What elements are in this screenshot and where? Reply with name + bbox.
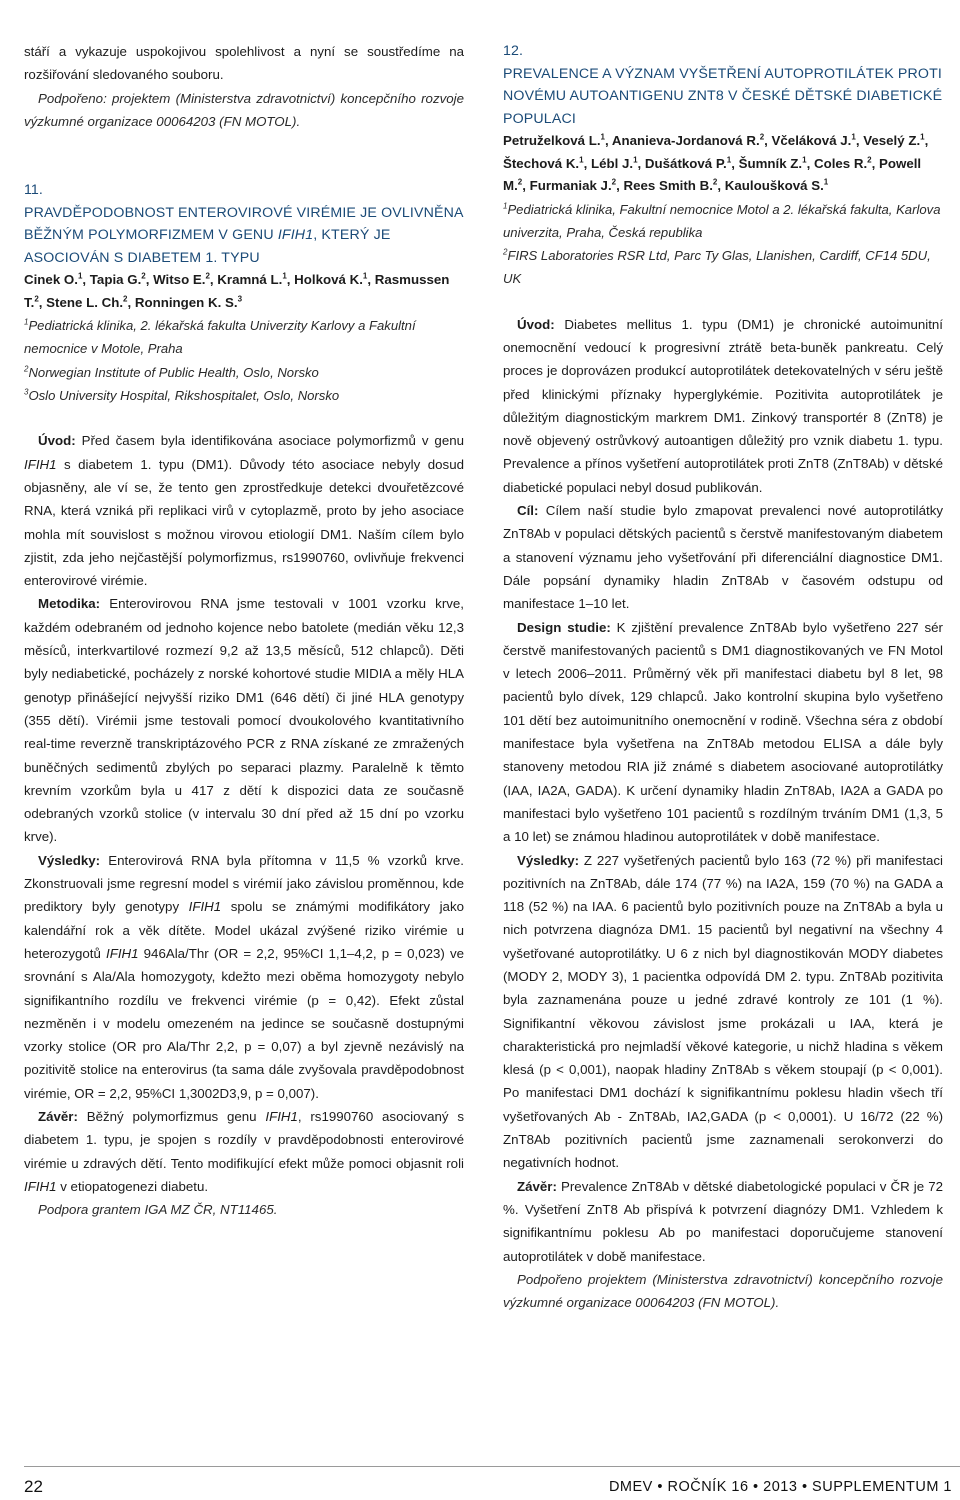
author-affiliation-mark: 2 — [712, 177, 718, 187]
support-note: Podpořeno projektem (Ministerstva zdravotnictví) koncepčního rozvoje výzkumné organizace 00064203 (FN MOTOL). — [503, 1271, 943, 1311]
author-name: , Včeláková J. — [764, 133, 852, 148]
footer-divider — [24, 1466, 960, 1467]
author-affiliation-mark: 2 — [611, 177, 617, 187]
abstract-number: 12. — [503, 43, 524, 59]
author-affiliation-mark: 1 — [726, 155, 732, 165]
intro-support-note: Podpořeno: projektem (Ministerstva zdravotnictví) koncepčního rozvoje výzkumné organizace 00064203 (FN MOTOL). — [24, 90, 464, 129]
section-vysledky: Výsledky: Z 227 vyšetřených pacientů bylo 163 (72 %) při manifestaci pozitivních na ZnT8Ab, dále 174 (77 %) na IA2A, 159 (70 %) na GADA a 118 (52 %) na IAA. 6 pacientů bylo pozitivních pouze na ZnT8Ab a byla u nich potvrzena diagnóza DM1. 15 pacientů byl negativní na všechny 4 vyšetřované autoprotilátky. U 6 z nich byl diagnostikován MODY diabetes (MODY 2, MODY 3), 1 pacientka odpovídá DM 2. typu. ZnT8Ab pozitivita byla zaznamenána pouze u jedné zdravé kontroly ze 101 (1 %). Signifikantní věkovou závislost jsme prokázali u IAA, která je charakteristická pro nejmladší věkové kategorie, u nichž hladina s věkem klesá (p < 0,001), naopak hladiny ZnT8Ab s věkem stoupají (p < 0,001). Po manifestaci DM1 dochází k signifikantnímu poklesu hladin všech tří vyšetřovaných Ab - ZnT8Ab, IA2,GADA (p < 0,0001). U 16/72 (22 %) ZnT8Ab pozitivních pacientů jsme zaznamenali serokonverzi do negativních hodnot. — [503, 852, 943, 1171]
section-metodika: Metodika: Enterovirovou RNA jsme testovali v 1001 vzorku krve, každém odebraném od jednoho kojence nebo batolete (medián věku 12,3 měsíců, interkvartilové rozmezí 9,2 až 13,5 měsíců, 512 chlapců). Děti byly nediabetické, pocházely z norské kohortové studie MIDIA a měly HLA genotyp přinášející nejvyšší riziko DM1 (646 dětí) či jiné HLA genotypy (355 dětí). Virémii jsme testovali pomocí dvoukolového kvantitativního real-time reverzně transkriptázového PCR z RNA získané ze zmražených buněčných sedimentů zbylých po separaci plazmy. Paralelně k těmto krevním vzorkům byla u 417 z dětí k dispozici data ze současně odebraných vzorků stolice (v intervalu 30 dní před až 15 dní po vzorku krve). — [24, 596, 464, 845]
author-name: , Witso E. — [145, 272, 206, 288]
author-name: , Coles R. — [806, 155, 868, 171]
affiliation-line: $^1$Pediatrická klinika, 2. lékařská fakulta Univerzity Karlovy a Fakultní nemocnice v Motole, Praha — [24, 317, 416, 357]
author-name: , Kramná L. — [209, 272, 283, 288]
page-number: 22 — [24, 1477, 43, 1496]
author-name: , Ronningen K. S. — [127, 294, 238, 310]
author-name: , Powell M. — [503, 155, 922, 193]
abstract-affiliations — [503, 198, 943, 291]
abstract-11 — [24, 179, 464, 1221]
author-affiliation-mark: 2 — [205, 271, 210, 281]
author-affiliation-mark: 1 — [823, 177, 829, 187]
affiliation-line: $^2$Norwegian Institute of Public Health, Oslo, Norsko — [24, 364, 319, 380]
affiliation-line: $^3$Oslo University Hospital, Rikshospitalet, Oslo, Norsko — [24, 387, 340, 404]
author-affiliation-mark: 1 — [600, 132, 605, 142]
author-name: , Furmaniak J. — [522, 178, 612, 193]
author-affiliation-mark: 1 — [77, 271, 83, 281]
author-affiliation-mark: 1 — [633, 155, 638, 165]
section-cil: Cíl: Cílem naší studie bylo zmapovat prevalenci nové autoprotilátky ZnT8Ab v populaci dětských pacientů s čerstvě manifestovaným diabetem a stanovení významu jeho vyšetřování při diferenciální diagnostice DM1. Dále popsání dynamiky hladin ZnT8Ab v časovém odstupu od manifestace 1–10 let. — [503, 503, 943, 612]
abstract-title: PREVALENCE A VÝZNAM VYŠETŘENÍ AUTOPROTILÁTEK PROTI NOVÉMU AUTOANTIGENU ZNT8 V ČESKÉ DĚTSKÉ DIABETICKÉ POPULACI — [503, 65, 943, 127]
abstract-number: 11. — [24, 182, 43, 199]
author-name: , Veselý Z. — [855, 133, 921, 148]
affiliation-line: $^1$Pediatrická klinika, Fakultní nemocnice Motol a 2. lékařská fakulta, Karlova univerzita, Praha, Česká republika — [503, 201, 941, 240]
author-name: , Lébl J. — [583, 155, 634, 171]
author-affiliation-mark: 1 — [920, 132, 925, 142]
abstract-title: PRAVDĚPODOBNOST ENTEROVIROVÉ VIRÉMIE JE OVLIVNĚNA BĚŽNÝM POLYMORFIZMEM V GENU IFIH1, KTERÝ JE ASOCIOVÁN S DIABETEM 1. TYPU — [24, 204, 463, 266]
section-zaver: Závěr: Prevalence ZnT8Ab v dětské diabetologické populaci v ČR je 72 %. Vyšetření ZnT8 Ab přispívá k potvrzení diagnózy DM1. Vzhledem k signifikantnímu poklesu Ab po manifestaci doporučujeme stanovení autoprotilátek v době manifestace. — [503, 1178, 943, 1264]
author-name: , Rees Smith B. — [616, 178, 713, 193]
author-name: , Tapia G. — [82, 272, 142, 288]
author-affiliation-mark: 2 — [34, 294, 39, 304]
intro-tail-text: stáří a vykazuje uspokojivou spolehlivost a nyní se soustředíme na rozšiřování sledovaného souboru. — [24, 44, 464, 83]
section-vysledky: Výsledky: Enterovirová RNA byla přítomna v 11,5 % vzorků krve. Zkonstruovali jsme regresní model s virémií jako závislou proměnnou, kde prediktory byly genotypy IFIH1 spolu se známými modifikátory jako kalendářní rok a věk dítěte. Model ukázal zvýšené riziko virémie u heterozygotů IFIH1 946Ala/Thr (OR = 2,2, 95%CI 1,1–4,2, p = 0,023) ve srovnání s Ala/Ala homozygoty, kdežto mezi oběma homozygoty nebylo signifikantního rozdílu ve frekvenci virémie (p = 0,42). Efekt zůstal nezměněn i v modelu omezeném na jedince se současně dostupnými vzorky stolice (OR pro Ala/Thr 2,2, p = 0,07) a byl zjevně nezávislý na pozitivitě stolice na enterovirus (ta sama dále zvyšovala pravděpodobnost virémie, OR = 2,2, 95%CI 1,3002D3,9, p = 0,007). — [24, 852, 464, 1101]
author-affiliation-mark: 2 — [867, 155, 872, 165]
author-affiliation-mark: 2 — [759, 132, 765, 142]
author-affiliation-mark: 2 — [141, 271, 146, 281]
author-affiliation-mark: 1 — [362, 271, 368, 281]
section-uvod: Úvod: Diabetes mellitus 1. typu (DM1) je chronické autoimunitní onemocnění vedoucí k progresivní ztrátě beta-buněk pankreatu. Celý proces je doprovázen produkcí autoprotilátek detekovatelných v séru ještě před klinickými příznaky hyperglykémie. Pozitivita autoprotilátek je důležitým diagnostickým markrem DM1. Zinkový transportér 8 (ZnT8) je nově objevený ostrůvkový autoantigen důležitý pro vznik diabetu 1. typu. Prevalence a přínos vyšetření autoprotilátek proti ZnT8 (ZnT8Ab) v dětské diabetické populaci nebyl dosud publikován. — [503, 316, 943, 495]
author-affiliation-mark: 2 — [517, 177, 523, 187]
author-name: , Šumník Z. — [731, 155, 803, 171]
abstract-authors — [24, 269, 464, 314]
grant-note: Podpora grantem IGA MZ ČR, NT11465. — [38, 1202, 278, 1218]
author-affiliation-mark: 1 — [282, 271, 287, 281]
author-name: , Rasmussen T. — [24, 272, 450, 310]
abstract-authors — [503, 130, 943, 198]
author-affiliation-mark: 1 — [802, 155, 807, 165]
section-uvod: Úvod: Před časem byla identifikována asociace polymorfizmů v genu IFIH1 s diabetem 1. typu (DM1). Důvody této asociace nebyly dosud objasněny, ale ví se, že tento gen zprostředkuje detekci dvouřetězcové RNA, která vzniká při replikaci virů v cytoplazmě, proto by jeho asociace mohla mít souvislost s možnou virovou etiologií DM1. Naším cílem bylo zjistit, zda jeho nejčastější polymorfizmus, rs1990760, ovlivňuje frekvenci enterovirové virémie. — [24, 433, 464, 589]
author-name: Petruželková L. — [503, 133, 601, 148]
author-name: , Holková K. — [286, 272, 363, 288]
journal-footer: DMEV • ROČNÍK 16 • 2013 • SUPPLEMENTUM 1 — [608, 1479, 952, 1495]
author-affiliation-mark: 2 — [123, 294, 128, 304]
affiliation-line: $^2$FIRS Laboratories RSR Ltd, Parc Ty Glas, Llanishen, Cardiff, CF14 5DU, UK — [503, 247, 931, 287]
author-name: , Kauloušková S. — [717, 178, 824, 193]
section-design: Design studie: K zjištění prevalence ZnT8Ab bylo vyšetřeno 227 sér čerstvě manifestovaných pacientů s DM1 diagnostikovaných ve FN Motol v letech 2006–2011. Průměrný věk při manifestaci diabetu byl 8 let, 98 pacientů bylo dívek, 129 chlapců. Jako kontrolní skupina bylo vyšetřeno 101 dětí bez autoimunitního onemocnění v rodině. Všechna séra z období manifestace byla vyšetřena na ZnT8Ab metodou ELISA a dále byly stanoveny metodou RIA již známé s diabetem asociované autoprotilátky (IAA, IA2A, GADA). K určení dynamiky hladin ZnT8Ab, IA2A a GADA po manifestaci bylo vyšetřeno 101 pacientů s rozdílným trváním DM1 (1,3, 5 a 10 let) se známou hladinou autoprotilátek v době manifestace. — [503, 619, 943, 845]
author-name: , Ananieva-Jordanová R. — [605, 133, 760, 148]
left-column — [24, 40, 464, 1221]
author-name: Cinek O. — [24, 272, 78, 288]
right-column — [503, 40, 943, 1314]
author-affiliation-mark: 3 — [237, 294, 243, 304]
author-name: , Štechová K. — [503, 133, 929, 171]
author-name: , Dušátková P. — [637, 155, 727, 171]
section-zaver: Závěr: Běžný polymorfizmus genu IFIH1, rs1990760 asociovaný s diabetem 1. typu, je spojen s rozdíly v pravděpodobnosti enterovirové virémie u zdravých dětí. Tento modifikující efekt může pomoci objasnit roli IFIH1 v etiopatogenezi diabetu. — [24, 1108, 464, 1194]
abstract-affiliations — [24, 314, 464, 407]
author-affiliation-mark: 1 — [851, 132, 856, 142]
author-name: , Stene L. Ch. — [38, 294, 124, 310]
author-affiliation-mark: 1 — [579, 155, 584, 165]
abstract-12 — [503, 40, 943, 1314]
